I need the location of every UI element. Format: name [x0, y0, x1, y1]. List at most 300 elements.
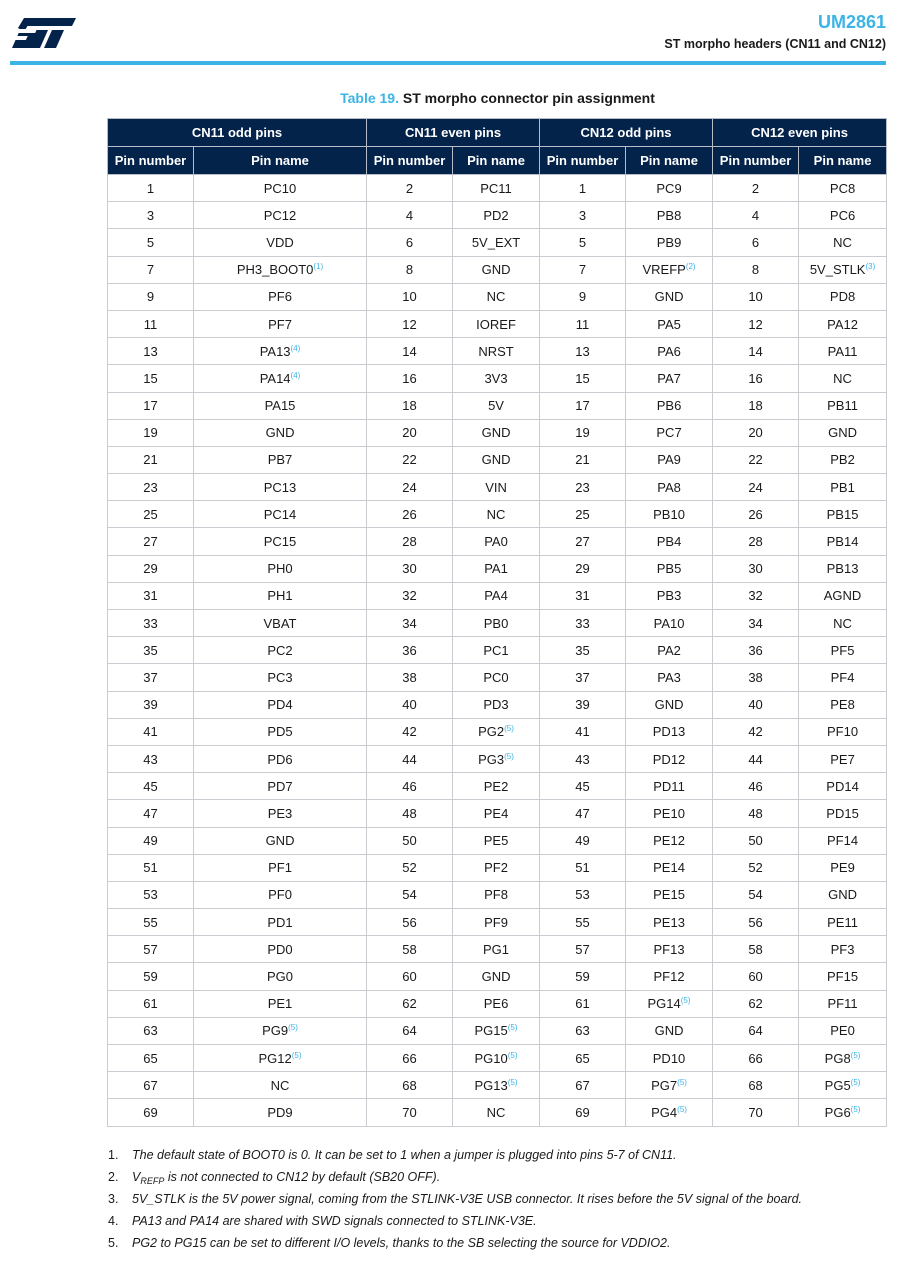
table-row [108, 1072, 887, 1099]
pin-number: 36 [402, 642, 417, 658]
pin-name-cell [799, 256, 887, 283]
footnotes [108, 1147, 898, 1257]
pin-number: 39 [575, 697, 590, 713]
pin-number: 33 [143, 615, 158, 631]
table-row [108, 1017, 887, 1044]
pin-name-cell [453, 175, 540, 202]
column-header: Pin name [194, 147, 367, 175]
table-row [108, 990, 887, 1017]
pin-name-cell [453, 1072, 540, 1099]
footnote-text: 5V_STLK is the 5V power signal, coming from the STLINK-V3E USB connector. It rises before the 5V signal of the board. [132, 1192, 803, 1206]
pin-number-cell [713, 827, 799, 854]
pin-number: 52 [402, 860, 417, 876]
pin-number-cell [367, 528, 453, 555]
pin-number: 11 [575, 316, 590, 332]
pin-name-cell [626, 745, 713, 772]
pin-name-cell [626, 909, 713, 936]
pin-name: PC12 [263, 207, 297, 223]
pin-number-cell [367, 1045, 453, 1072]
pin-name-cell [799, 1017, 887, 1044]
pin-name: PG15 [474, 1023, 508, 1039]
pin-number: 46 [402, 778, 417, 794]
pin-number-cell [713, 1072, 799, 1099]
footnote-ref: (5) [507, 1050, 518, 1060]
pin-number: 14 [748, 343, 763, 359]
pin-name-cell [194, 745, 367, 772]
pin-number: 17 [143, 398, 158, 414]
pin-name-cell [194, 392, 367, 419]
pin-name: PC14 [263, 506, 297, 522]
pin-number-cell [108, 365, 194, 392]
pin-number: 15 [575, 370, 590, 386]
footnote-ref: (5) [504, 724, 514, 734]
pin-name-cell [626, 528, 713, 555]
pin-number-cell [367, 419, 453, 446]
pin-name-cell [799, 365, 887, 392]
pin-name-cell [799, 419, 887, 446]
pin-number: 40 [402, 697, 417, 713]
pin-name: NC [833, 370, 852, 386]
pin-number-cell [540, 718, 626, 745]
pin-number: 41 [575, 724, 590, 740]
pin-number: 66 [748, 1050, 763, 1066]
pin-name-cell [626, 990, 713, 1017]
pin-name: 5V [488, 398, 504, 414]
pin-name: PB1 [830, 479, 855, 495]
pin-number: 22 [748, 452, 763, 468]
pin-number: 21 [143, 452, 158, 468]
pin-number: 33 [575, 615, 590, 631]
pin-name-cell [799, 691, 887, 718]
pin-name: NC [486, 289, 506, 305]
column-header: Pin name [799, 147, 887, 175]
pin-number: 9 [146, 289, 155, 305]
pin-number: 68 [748, 1077, 763, 1093]
pin-name-cell [453, 881, 540, 908]
pin-name: PF15 [827, 969, 859, 985]
pin-number-cell [713, 1017, 799, 1044]
pin-name-cell [453, 256, 540, 283]
pin-number-cell [108, 283, 194, 310]
document-subtitle: ST morpho headers (CN11 and CN12) [664, 37, 886, 51]
pin-number: 20 [748, 425, 763, 441]
pin-name-cell [194, 528, 367, 555]
pin-name-cell [626, 936, 713, 963]
pin-name-cell [626, 827, 713, 854]
pin-name-cell [799, 528, 887, 555]
table-row [108, 555, 887, 582]
pin-name-cell [626, 1072, 713, 1099]
pin-number-cell [108, 1045, 194, 1072]
footnote [108, 1147, 898, 1169]
pin-number-cell [367, 446, 453, 473]
pin-name: PA6 [657, 343, 681, 359]
pin-number: 27 [575, 534, 590, 550]
pin-name: PB8 [656, 207, 682, 223]
pin-name-cell [453, 283, 540, 310]
pin-number-cell [713, 175, 799, 202]
pin-number: 37 [575, 669, 590, 685]
pin-name-cell [453, 963, 540, 990]
pin-number-cell [367, 745, 453, 772]
pin-number-cell [540, 338, 626, 365]
pin-name-cell [799, 773, 887, 800]
pin-name-cell [626, 800, 713, 827]
pin-number-cell [108, 310, 194, 337]
pin-number-cell [108, 338, 194, 365]
table-row [108, 202, 887, 229]
pin-name: PC10 [263, 180, 297, 196]
pin-number: 56 [402, 914, 417, 930]
pin-name-cell [626, 718, 713, 745]
pin-number-cell [367, 881, 453, 908]
pin-name: PF6 [268, 289, 292, 305]
pin-number-cell [108, 392, 194, 419]
pin-number: 59 [575, 969, 590, 985]
pin-name: PC11 [480, 180, 512, 196]
pin-name: PF5 [830, 642, 855, 658]
pin-name-cell [626, 637, 713, 664]
pin-name: PB2 [830, 452, 855, 468]
pin-number: 69 [143, 1104, 158, 1120]
pin-number-cell [713, 202, 799, 229]
footnote-ref: (5) [850, 1050, 861, 1060]
pin-number: 62 [748, 996, 763, 1012]
pin-name-cell [626, 664, 713, 691]
pin-number: 39 [143, 697, 158, 713]
pin-number-cell [108, 474, 194, 501]
pin-number: 63 [575, 1023, 590, 1039]
column-header: Pin name [453, 147, 540, 175]
group-header: CN12 odd pins [540, 119, 713, 147]
pin-name-cell [194, 310, 367, 337]
pin-number: 31 [143, 588, 158, 604]
footnote-ref: (5) [504, 751, 514, 761]
pin-name: PG6 [824, 1104, 851, 1120]
pin-name: GND [654, 289, 684, 305]
pin-number-cell [713, 800, 799, 827]
pin-name: PD4 [267, 697, 293, 713]
pin-number-cell [367, 718, 453, 745]
footnote-ref: (5) [850, 1077, 861, 1087]
pin-name: PF3 [830, 941, 855, 957]
pin-name: PD15 [826, 805, 859, 821]
table-caption-text: ST morpho connector pin assignment [402, 90, 655, 106]
pin-number: 30 [402, 561, 417, 577]
pin-number-cell [367, 474, 453, 501]
pin-name: 5V_STLK [809, 262, 866, 278]
footnote-subscript: REFP [140, 1176, 165, 1186]
pin-name-cell [453, 909, 540, 936]
pin-name-cell [194, 555, 367, 582]
pin-name: GND [481, 969, 511, 985]
table-row [108, 528, 887, 555]
pin-number: 61 [575, 996, 590, 1012]
pin-name: PD10 [652, 1050, 686, 1066]
pin-name: PD1 [267, 914, 293, 930]
pin-number: 46 [748, 778, 763, 794]
pin-number-cell [367, 555, 453, 582]
pin-name-cell [799, 718, 887, 745]
footnote-number: 4. [108, 1214, 119, 1228]
table-row [108, 310, 887, 337]
pin-name-cell [799, 555, 887, 582]
table-row [108, 800, 887, 827]
pin-name-cell [194, 610, 367, 637]
table-row [108, 582, 887, 609]
pin-number: 65 [575, 1050, 590, 1066]
pin-number-cell [713, 854, 799, 881]
pin-number: 18 [402, 398, 417, 414]
pin-name: PF12 [653, 969, 685, 985]
pin-number: 21 [575, 452, 590, 468]
pin-number: 19 [143, 425, 158, 441]
pin-number: 10 [748, 289, 763, 305]
pin-name: NC [486, 506, 506, 522]
column-header: Pin number [108, 147, 194, 175]
pin-number-cell [367, 827, 453, 854]
pin-number-cell [540, 963, 626, 990]
pin-name-cell [453, 229, 540, 256]
pin-number: 32 [748, 588, 763, 604]
pin-name: PA13 [259, 343, 291, 359]
pin-number-cell [108, 881, 194, 908]
pin-number: 32 [402, 588, 417, 604]
pin-number: 62 [402, 996, 417, 1012]
pin-name-cell [799, 800, 887, 827]
pin-name: PD12 [652, 751, 686, 767]
pin-number-cell [713, 501, 799, 528]
table-row [108, 691, 887, 718]
pin-name-cell [626, 474, 713, 501]
pin-name: PD11 [653, 778, 685, 794]
pin-name-cell [453, 936, 540, 963]
pin-number-cell [540, 582, 626, 609]
pin-name-cell [626, 963, 713, 990]
pin-name-cell [194, 800, 367, 827]
pin-name-cell [626, 283, 713, 310]
pin-name: PG9 [262, 1023, 289, 1039]
pin-number: 52 [748, 860, 763, 876]
pin-name-cell [799, 637, 887, 664]
pin-name-cell [194, 773, 367, 800]
pin-number-cell [367, 800, 453, 827]
pin-name: PH1 [267, 588, 293, 604]
pin-name: PF7 [268, 316, 292, 332]
footnote-ref: (4) [290, 343, 301, 353]
pin-number: 44 [402, 751, 417, 767]
pin-name-cell [799, 664, 887, 691]
pin-name-cell [453, 1099, 540, 1126]
footnote [108, 1213, 898, 1235]
pin-name-cell [626, 610, 713, 637]
pin-name: PC1 [483, 642, 509, 658]
pin-number: 4 [405, 207, 414, 223]
pin-number-cell [367, 963, 453, 990]
pin-name: GND [481, 425, 511, 441]
pin-number: 25 [575, 506, 590, 522]
pin-name: PB6 [656, 398, 682, 414]
pin-name: PD3 [483, 697, 509, 713]
pin-name-cell [453, 718, 540, 745]
pin-name-cell [194, 936, 367, 963]
pin-number-cell [540, 1072, 626, 1099]
pin-number-cell [108, 936, 194, 963]
pin-name: PF11 [827, 996, 858, 1012]
footnote-ref: (5) [507, 1077, 518, 1087]
pin-name: PF13 [653, 941, 685, 957]
pin-name: GND [265, 425, 295, 441]
pin-name-cell [194, 1045, 367, 1072]
pin-name-cell [453, 664, 540, 691]
pin-number: 59 [143, 969, 158, 985]
pin-number: 53 [575, 887, 590, 903]
pin-name-cell [626, 202, 713, 229]
pin-name: AGND [823, 588, 862, 604]
footnote-ref: (1) [313, 262, 324, 272]
pin-name: PA2 [657, 642, 681, 658]
pin-name-cell [799, 1072, 887, 1099]
pin-number-cell [108, 175, 194, 202]
pin-name-cell [453, 310, 540, 337]
pin-number: 65 [143, 1050, 158, 1066]
pin-number-cell [540, 474, 626, 501]
pin-name-cell [799, 909, 887, 936]
pin-number-cell [713, 283, 799, 310]
pin-name: PB7 [267, 452, 293, 468]
pin-number: 67 [575, 1077, 590, 1093]
pin-name: PA3 [657, 669, 681, 685]
pin-number-cell [540, 419, 626, 446]
pin-number-cell [367, 773, 453, 800]
pin-name: PA10 [653, 615, 685, 631]
table-row [108, 283, 887, 310]
pin-name: PC8 [829, 180, 856, 196]
pin-number: 64 [748, 1023, 763, 1039]
pin-name-cell [453, 365, 540, 392]
pin-number-cell [540, 310, 626, 337]
pin-name-cell [626, 175, 713, 202]
pin-number-cell [540, 773, 626, 800]
pin-number: 28 [402, 534, 417, 550]
pin-name: PD8 [829, 289, 856, 305]
pin-name-cell [799, 474, 887, 501]
pin-name-cell [194, 664, 367, 691]
pin-number: 26 [748, 506, 763, 522]
pin-name: PA7 [657, 370, 681, 386]
footnote-ref: (5) [850, 1104, 861, 1114]
pin-number-cell [367, 229, 453, 256]
table-row [108, 338, 887, 365]
pin-number: 7 [146, 262, 155, 278]
pin-number: 11 [143, 316, 158, 332]
pin-number-cell [540, 637, 626, 664]
pin-number: 22 [402, 452, 417, 468]
pin-number-cell [108, 419, 194, 446]
pin-name-cell [453, 1017, 540, 1044]
pin-number-cell [713, 338, 799, 365]
pin-name: PG2 [478, 724, 505, 740]
pin-number: 29 [143, 561, 158, 577]
pin-name: PA1 [484, 561, 508, 577]
footnote-ref: (3) [865, 262, 876, 272]
pin-number: 51 [575, 860, 590, 876]
pin-number-cell [713, 582, 799, 609]
pin-name: PA11 [827, 343, 858, 359]
pin-number: 38 [402, 669, 417, 685]
pin-name: GND [481, 452, 511, 468]
pin-assignment-table [107, 118, 887, 1127]
pin-number-cell [367, 909, 453, 936]
pin-number-cell [540, 501, 626, 528]
pin-number-cell [108, 229, 194, 256]
table-row [108, 1045, 887, 1072]
pin-number: 37 [143, 669, 158, 685]
table-row [108, 610, 887, 637]
pin-number-cell [367, 1017, 453, 1044]
pin-number-cell [367, 1072, 453, 1099]
pin-number: 2 [405, 180, 414, 196]
pin-name-cell [799, 338, 887, 365]
pin-number: 55 [143, 914, 158, 930]
table-row [108, 745, 887, 772]
pin-number-cell [540, 283, 626, 310]
footnote-text: V [132, 1170, 141, 1184]
pin-number-cell [367, 283, 453, 310]
pin-number: 10 [402, 289, 417, 305]
pin-number-cell [713, 664, 799, 691]
pin-name-cell [799, 175, 887, 202]
pin-name-cell [453, 691, 540, 718]
pin-number-cell [540, 1099, 626, 1126]
footnote-ref: (5) [677, 1077, 687, 1087]
pin-number: 18 [748, 398, 763, 414]
footnote-number: 5. [108, 1236, 119, 1250]
column-header: Pin number [540, 147, 626, 175]
pin-name-cell [799, 854, 887, 881]
pin-number: 6 [405, 234, 414, 250]
pin-name-cell [194, 256, 367, 283]
pin-name: PC0 [483, 669, 509, 685]
footnote-number: 3. [108, 1192, 119, 1206]
pin-number-cell [108, 854, 194, 881]
pin-number: 57 [143, 941, 158, 957]
pin-name: PD6 [267, 751, 293, 767]
pin-name-cell [626, 256, 713, 283]
pin-number-cell [540, 229, 626, 256]
pin-number-cell [367, 310, 453, 337]
pin-number: 24 [748, 479, 763, 495]
pin-name-cell [453, 555, 540, 582]
pin-name: PA9 [657, 452, 681, 468]
footnote-ref: (5) [677, 1104, 687, 1114]
table-body [108, 175, 887, 1127]
pin-number-cell [713, 392, 799, 419]
table-row [108, 1099, 887, 1126]
table-row [108, 963, 887, 990]
pin-number-cell [108, 1099, 194, 1126]
pin-name: PC3 [267, 669, 293, 685]
pin-number: 55 [575, 914, 590, 930]
pin-number: 35 [143, 642, 158, 658]
pin-name-cell [799, 202, 887, 229]
pin-number-cell [367, 936, 453, 963]
table-row [108, 392, 887, 419]
pin-number: 60 [748, 969, 763, 985]
pin-name-cell [799, 990, 887, 1017]
pin-number-cell [713, 909, 799, 936]
pin-number: 51 [143, 860, 158, 876]
